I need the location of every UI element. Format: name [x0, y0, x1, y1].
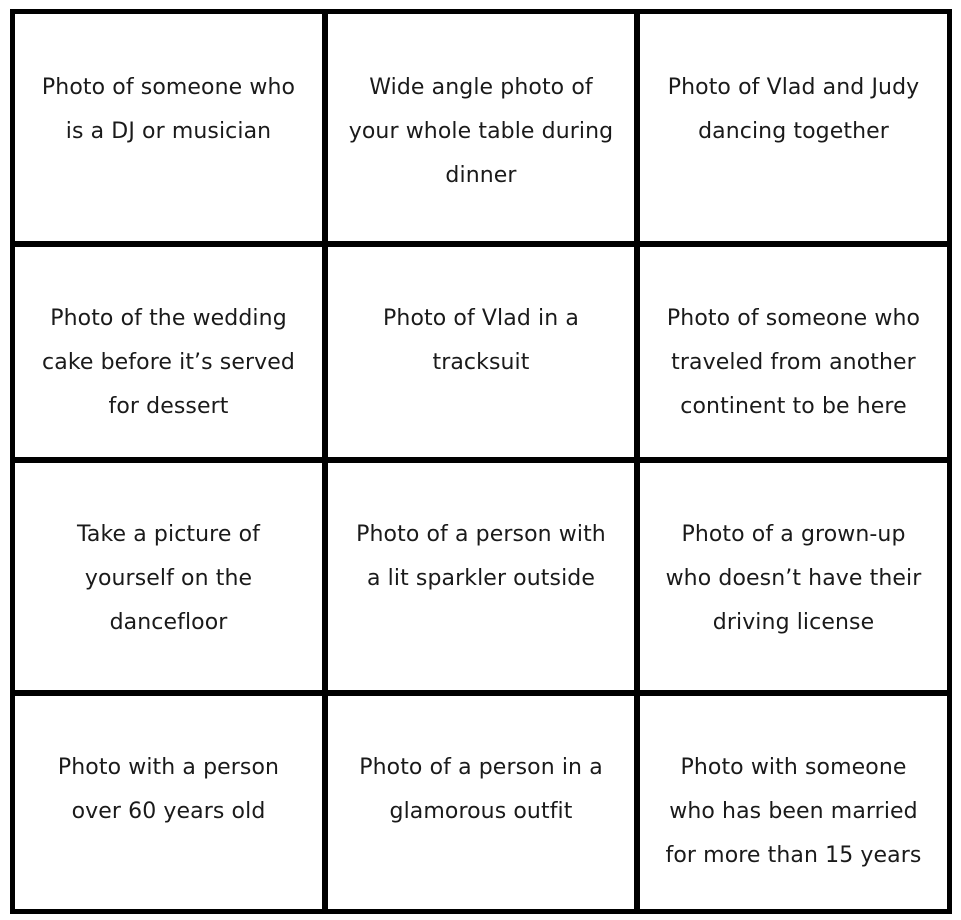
bingo-cell: Wide angle photo of your whole table during dinner: [348, 75, 614, 188]
bingo-cell: Photo of someone who is a DJ or musician: [41, 75, 296, 144]
bingo-cell: Photo of the wedding cake before it’s served for dessert: [42, 306, 295, 419]
bingo-cell: Photo of someone who traveled from another continent to be here: [666, 306, 921, 419]
bingo-board: [10, 9, 952, 914]
bingo-cell: Photo of a person with a lit sparkler outside: [356, 522, 606, 591]
bingo-cell: Take a picture of yourself on the dancefloor: [77, 522, 260, 635]
bingo-cell: Photo of Vlad in a tracksuit: [383, 306, 579, 375]
bingo-cell: Photo with someone who has been married for more than 15 years: [665, 755, 922, 868]
bingo-cell: Photo of Vlad and Judy dancing together: [667, 75, 920, 144]
bingo-cell: Photo of a grown-up who doesn’t have their driving license: [665, 522, 922, 635]
bingo-cell: Photo with a person over 60 years old: [57, 755, 280, 824]
bingo-cell: Photo of a person in a glamorous outfit: [359, 755, 603, 824]
